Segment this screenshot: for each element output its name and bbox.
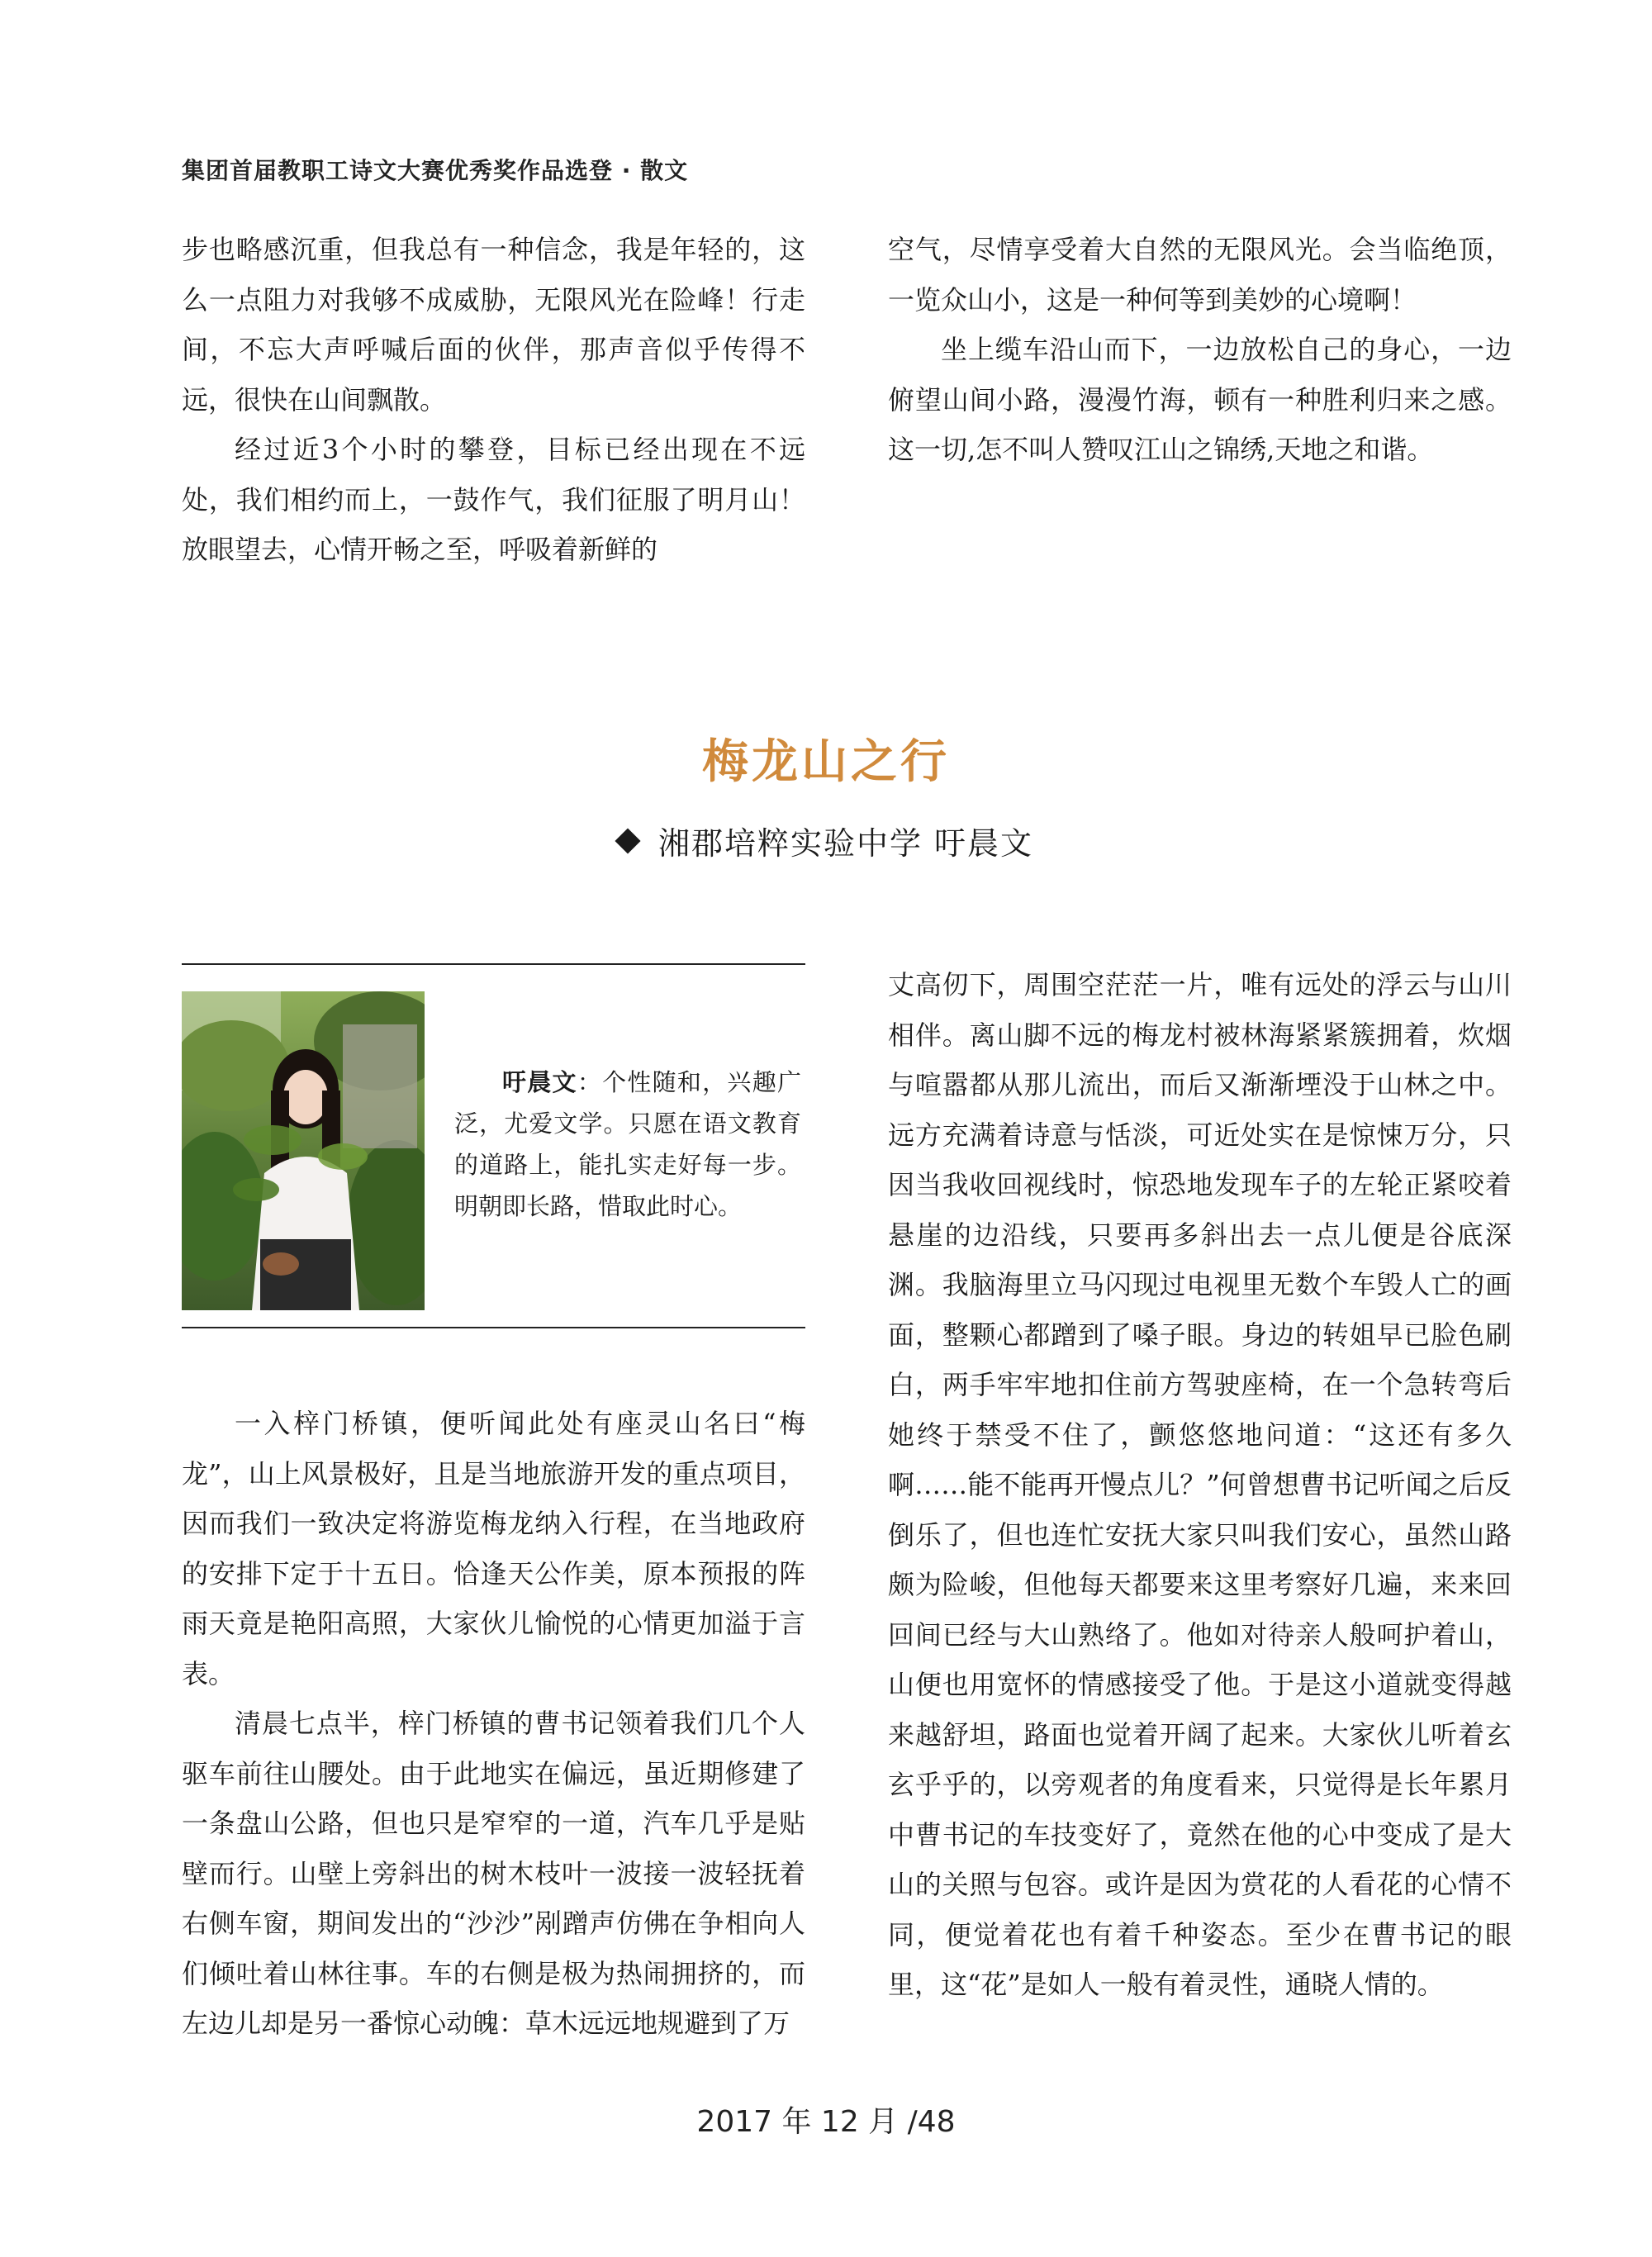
author-bio-description: ：个性随和，兴趣广泛，尤爱文学。只愿在语文教育的道路上，能扎实走好每一步。明朝即长路，惜取此时心。 [454, 1068, 801, 1220]
article-right-column [888, 960, 1512, 2010]
author-bio-text [454, 1062, 801, 1227]
paragraph: 经过近3个小时的攀登，目标已经出现在不远处，我们相约而上，一鼓作气，我们征服了明月山！放眼望去，心情开畅之至，呼吸着新鲜的 [182, 434, 805, 565]
paragraph: 空气，尽情享受着大自然的无限风光。会当临绝顶，一览众山小，这是一种何等到美妙的心境啊！ [888, 234, 1512, 316]
paragraph: 一入梓门桥镇，便听闻此处有座灵山名曰“梅龙”，山上风景极好，且是当地旅游开发的重点项目，因而我们一致决定将游览梅龙纳入行程，在当地政府的安排下定于十五日。恰逢天公作美，原本预报的阵雨天竟是艳阳高照，大家伙儿愉悦的心情更加溢于言表。 [182, 1408, 805, 1689]
page-header: 集团首届教职工诗文大赛优秀奖作品选登 · 散文 [182, 157, 689, 184]
article-left-column [182, 1399, 805, 2049]
paragraph: 丈高仞下，周围空茫茫一片，唯有远处的浮云与山川相伴。离山脚不远的梅龙村被林海紧紧簇拥着，炊烟与喧嚣都从那儿流出，而后又渐渐堙没于山林之中。远方充满着诗意与恬淡，可近处实在是惊悚万分，只因当我收回视线时，惊恐地发现车子的左轮正紧咬着悬崖的边沿线，只要再多斜出去一点儿便是谷底深渊。我脑海里立马闪现过电视里无数个车毁人亡的画面，整颗心都蹭到了嗓子眼。身边的转姐早已脸色刷白，两手牢牢地扣住前方驾驶座椅，在一个急转弯后她终于禁受不住了，颤悠悠地问道：“这还有多久啊……能不能再开慢点儿？”何曾想曹书记听闻之后反倒乐了，但也连忙安抚大家只叫我们安心，虽然山路颇为险峻，但他每天都要来这里考察好几遍，来来回回间已经与大山熟络了。他如对待亲人般呵护着山，山便也用宽怀的情感接受了他。于是这小道就变得越来越舒坦，路面也觉着开阔了起来。大家伙儿听着玄玄乎乎的，以旁观者的角度看来，只觉得是长年累月中曹书记的车技变好了，竟然在他的心中变成了是大山的关照与包容。或许是因为赏花的人看花的心情不同，便觉着花也有着千种姿态。至少在曹书记的眼里，这“花”是如人一般有着灵性，通晓人情的。 [888, 969, 1512, 2000]
previous-article-left-column [182, 225, 805, 575]
paragraph: 清晨七点半，梓门桥镇的曹书记领着我们几个人驱车前往山腰处。由于此地实在偏远，虽近期修建了一条盘山公路，但也只是窄窄的一道，汽车几乎是贴壁而行。山壁上旁斜出的树木枝叶一波接一波轻抚着右侧车窗，期间发出的“沙沙”剐蹭声仿佛在争相向人们倾吐着山林往事。车的右侧是极为热闹拥挤的，而左边儿却是另一番惊心动魄：草木远远地规避到了万 [182, 1708, 805, 2039]
author-photo [182, 991, 425, 1310]
author-bio-name: 吁晨文 [502, 1068, 577, 1096]
diamond-bullet-icon [615, 828, 640, 853]
author-bio [454, 1062, 801, 1227]
bio-top-rule [182, 963, 805, 965]
bio-bottom-rule [182, 1327, 805, 1328]
byline-text: 湘郡培粹实验中学 吁晨文 [657, 825, 1034, 862]
previous-article-right-column [888, 225, 1512, 475]
page-footer: 2017 年 12 月 /48 [696, 2105, 956, 2139]
article-byline [0, 818, 1652, 863]
paragraph: 步也略感沉重，但我总有一种信念，我是年轻的，这么一点阻力对我够不成威胁，无限风光在险峰！行走间，不忘大声呼喊后面的伙伴，那声音似乎传得不远，很快在山间飘散。 [182, 234, 805, 416]
article-title: 梅龙山之行 [702, 734, 950, 789]
paragraph: 坐上缆车沿山而下，一边放松自己的身心，一边俯望山间小路，漫漫竹海，顿有一种胜利归来之感。这一切,怎不叫人赞叹江山之锦绣,天地之和谐。 [888, 334, 1512, 465]
